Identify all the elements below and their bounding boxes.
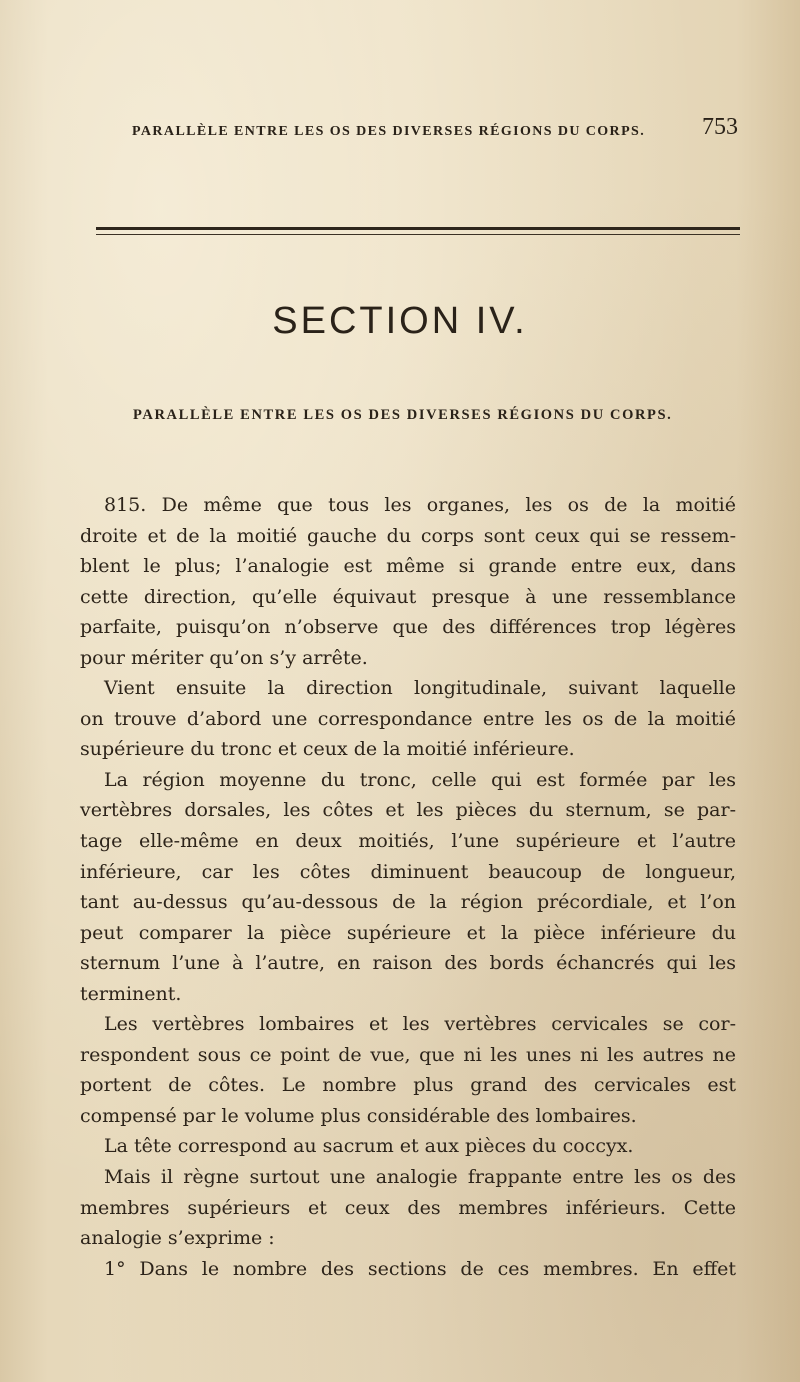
text-line: terminent. xyxy=(80,982,182,1005)
running-head: PARALLÈLE ENTRE LES OS DES DIVERSES RÉGIONS DU CORPS. xyxy=(132,124,646,139)
section-subtitle: PARALLÈLE ENTRE LES OS DES DIVERSES RÉGIONS DU CORPS. xyxy=(133,407,673,423)
text-line: tant au-dessus qu’au-dessous de la région précordiale, et l’on xyxy=(80,891,736,914)
text-line: La région moyenne du tronc, celle qui est formée par les xyxy=(104,768,736,791)
header-rule-thin xyxy=(96,234,740,235)
text-line: cette direction, qu’elle équivaut presque à une ressemblance xyxy=(80,585,736,608)
body-text xyxy=(80,490,736,1284)
text-line: compensé par le volume plus considérable des lombaires. xyxy=(80,1104,637,1127)
text-line: sternum l’une à l’autre, en raison des bords échancrés qui les xyxy=(80,952,736,975)
text-line: on trouve d’abord une correspondance entre les os de la moitié xyxy=(80,707,736,730)
text-line: membres supérieurs et ceux des membres inférieurs. Cette xyxy=(80,1196,736,1219)
text-line: Les vertèbres lombaires et les vertèbres cervicales se cor- xyxy=(104,1013,736,1036)
text-line: pour mériter qu’on s’y arrête. xyxy=(80,646,368,669)
text-line: inférieure, car les côtes diminuent beaucoup de longueur, xyxy=(80,860,736,883)
text-line: parfaite, puisqu’on n’observe que des différences trop légères xyxy=(80,616,736,639)
text-line: peut comparer la pièce supérieure et la pièce inférieure du xyxy=(80,921,736,944)
text-line: analogie s’exprime : xyxy=(80,1227,275,1250)
text-line: Mais il règne surtout une analogie frappante entre les os des xyxy=(104,1166,736,1189)
text-line: droite et de la moitié gauche du corps sont ceux qui se ressem- xyxy=(80,524,736,547)
text-line: 815. De même que tous les organes, les os de la moitié xyxy=(104,494,736,516)
text-line: 1° Dans le nombre des sections de ces membres. En effet xyxy=(104,1257,736,1280)
text-line: supérieure du tronc et ceux de la moitié inférieure. xyxy=(80,738,575,761)
section-title: SECTION IV. xyxy=(272,300,528,342)
header-rule-thick xyxy=(96,227,740,230)
text-line: La tête correspond au sacrum et aux pièces du coccyx. xyxy=(104,1135,634,1158)
text-line: blent le plus; l’analogie est même si grande entre eux, dans xyxy=(80,555,736,578)
page-number: 753 xyxy=(702,114,738,140)
text-line: respondent sous ce point de vue, que ni les unes ni les autres ne xyxy=(80,1043,736,1066)
text-line: vertèbres dorsales, les côtes et les pièces du sternum, se par- xyxy=(80,799,736,822)
text-line: Vient ensuite la direction longitudinale, suivant laquelle xyxy=(104,677,736,700)
text-line: portent de côtes. Le nombre plus grand des cervicales est xyxy=(80,1074,736,1097)
text-line: tage elle-même en deux moitiés, l’une supérieure et l’autre xyxy=(80,830,736,853)
